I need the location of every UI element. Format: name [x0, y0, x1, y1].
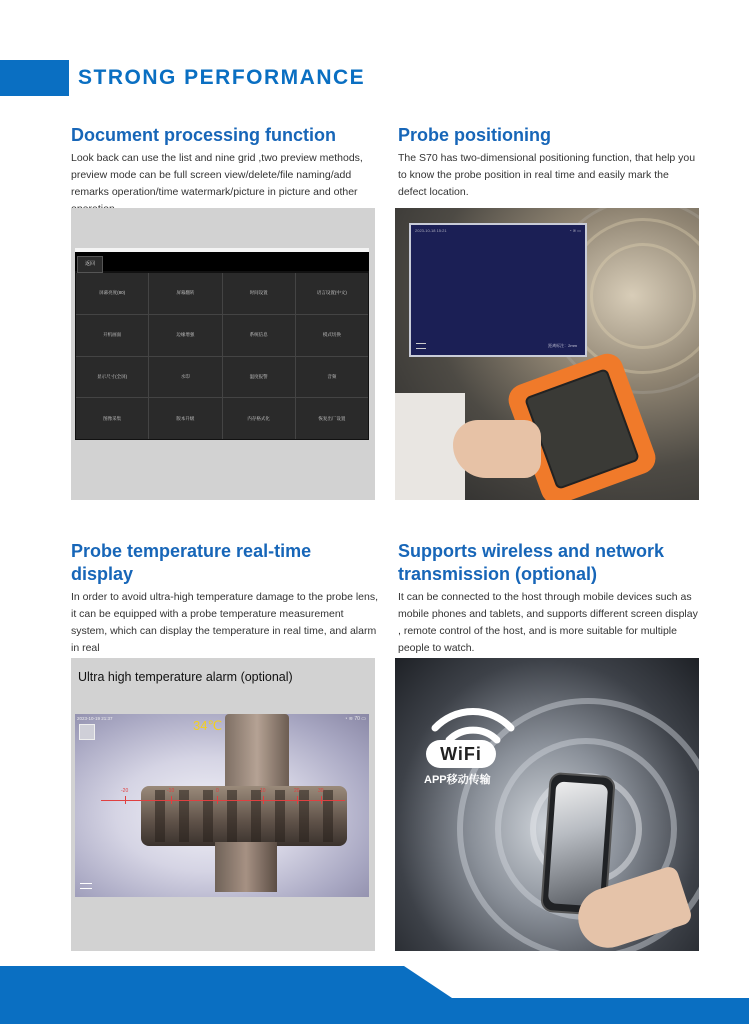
scale-tick	[125, 796, 126, 804]
temperature-body: In order to avoid ultra-high temperature damage to the probe lens, it can be equipped with a probe temperature measurement system, which can display the temperature in real time, and alarm in real	[71, 591, 379, 654]
settings-grid	[76, 273, 368, 439]
wifi-logo-text: WiFi	[426, 740, 496, 768]
document-processing-body: Look back can use the list and nine grid ,two preview methods, preview mode can be full screen view/delete/file naming/add remarks operation/time watermark/picture in picture and other	[71, 152, 363, 198]
hand	[453, 420, 541, 478]
grid-cell[interactable]: 模式切换	[296, 315, 368, 356]
wireless-title: Supports wireless and network transmission (optional)	[398, 541, 665, 584]
grid-cell[interactable]: 系统信息	[223, 315, 295, 356]
probe-positioning-body: The S70 has two-dimensional positioning function, that help you to know the probe position in real time and easily mark the defect location.	[398, 152, 696, 198]
gear-tooth	[227, 790, 237, 842]
grid-cell[interactable]: 显示尺寸(全屏)	[76, 357, 148, 398]
probe-positioning-title: Probe positioning	[398, 125, 551, 145]
screen-status-icons: ◔ ≋ 70 ▭	[344, 716, 366, 722]
scale-label: 30	[318, 788, 324, 794]
grid-cell[interactable]: 音频	[296, 357, 368, 398]
grid-cell[interactable]: 语言设置(中文)	[296, 273, 368, 314]
gear-shaft	[225, 714, 289, 794]
grid-cell[interactable]: 温度报警	[223, 357, 295, 398]
gear-tooth	[275, 790, 285, 842]
scale-label: -10	[167, 788, 175, 794]
temperature-screen	[75, 714, 369, 897]
screen-timestamp: 2023-10-19 21:37	[77, 716, 113, 721]
grid-cell[interactable]: 内存格式化	[223, 398, 295, 439]
header-accent-bar	[0, 60, 69, 96]
gear-tooth	[323, 790, 333, 842]
grid-cell[interactable]: 屏幕亮度(80)	[76, 273, 148, 314]
screen-status-icons: ◔ ≋ ▭	[569, 228, 581, 233]
thumbnail-icon[interactable]	[79, 724, 95, 740]
temperature-title: Probe temperature real-time display	[71, 541, 312, 584]
app-transfer-label: APP移动传输	[424, 774, 491, 786]
back-button[interactable]: 返回	[77, 256, 103, 273]
document-processing-title: Document processing function	[71, 125, 337, 145]
scale-label: 10	[260, 788, 266, 794]
grid-cell[interactable]: 版本升级	[149, 398, 221, 439]
scale-label: -20	[121, 788, 129, 794]
scale-tick	[171, 796, 172, 804]
device-screen	[524, 368, 640, 490]
wireless-image	[395, 658, 699, 951]
grid-cell[interactable]: 时间设置	[223, 273, 295, 314]
settings-grid-screen	[75, 248, 369, 440]
positioning-screen	[409, 223, 587, 357]
screen-timestamp: 2023-10-18 15:21	[415, 228, 447, 233]
grid-topbar	[75, 252, 369, 271]
menu-icon[interactable]	[416, 343, 426, 349]
distance-label: 距离标注：2mm	[548, 343, 577, 348]
grid-cell[interactable]: 开机画面	[76, 315, 148, 356]
gear-tooth	[251, 790, 261, 842]
temperature-caption: Ultra high temperature alarm (optional)	[78, 670, 293, 684]
gear-hub	[215, 842, 277, 892]
gear-tooth	[299, 790, 309, 842]
grid-cell[interactable]: 屏幕翻转	[149, 273, 221, 314]
menu-icon[interactable]	[80, 883, 92, 889]
grid-cell[interactable]: 恢复出厂设置	[296, 398, 368, 439]
scale-label: 20	[294, 788, 300, 794]
scale-label: 0	[216, 788, 219, 794]
grid-cell[interactable]: 边缘增强	[149, 315, 221, 356]
page-title: STRONG PERFORMANCE	[78, 66, 366, 89]
scale-tick	[217, 796, 218, 804]
gear	[141, 786, 347, 846]
grid-cell[interactable]: 图像采集	[76, 398, 148, 439]
gear-tooth	[203, 790, 213, 842]
wireless-body: It can be connected to the host through mobile devices such as mobile phones and tablets, and supports different screen display , remote control of the host, and is more suitable for multiple people to watch.	[398, 591, 698, 654]
probe-positioning-image	[395, 208, 699, 500]
temperature-readout: 34℃	[193, 718, 223, 733]
grid-cell[interactable]: 水印	[149, 357, 221, 398]
scale-tick	[263, 796, 264, 804]
scale-tick	[297, 796, 298, 804]
gear-tooth	[179, 790, 189, 842]
measurement-scale	[101, 800, 345, 801]
scale-tick	[321, 796, 322, 804]
gear-tooth	[155, 790, 165, 842]
footer-band	[0, 966, 749, 1024]
